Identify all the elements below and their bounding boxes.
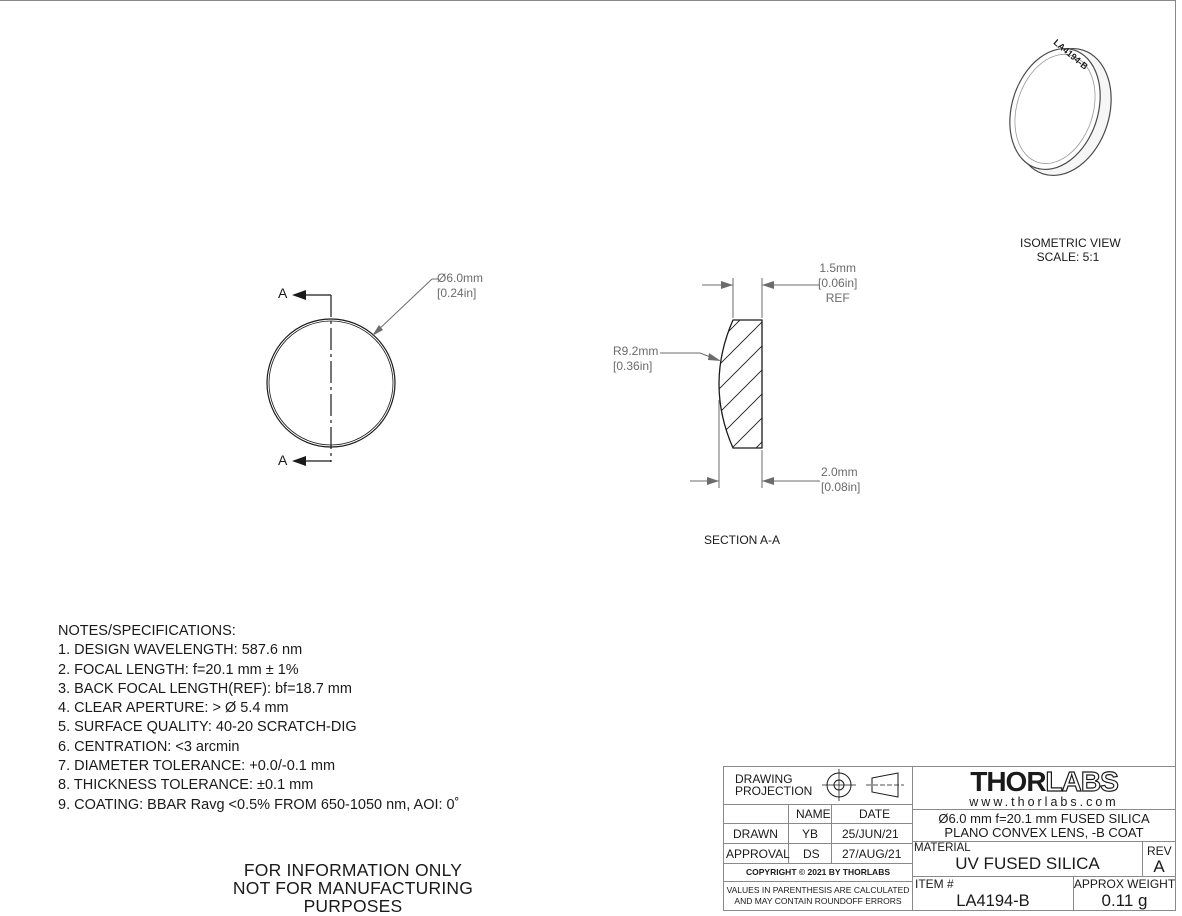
- thickness-ref-mm: 1.5mm: [819, 261, 857, 275]
- values-note-line-1: VALUES IN PARENTHESIS ARE CALCULATED: [726, 885, 910, 895]
- note-item: 6. CENTRATION: <3 arcmin: [58, 738, 240, 755]
- third-angle-projection-icon: [820, 768, 910, 804]
- drawing-projection-line-2: PROJECTION: [735, 784, 813, 798]
- notes-specifications: [58, 622, 459, 815]
- disclaimer: [188, 861, 518, 915]
- diameter-mm: Ø6.0mm: [437, 271, 484, 285]
- radius-dimension: [613, 344, 658, 374]
- note-item: 5. SURFACE QUALITY: 40-20 SCRATCH-DIG: [58, 719, 357, 736]
- note-item: 1. DESIGN WAVELENGTH: 587.6 nm: [58, 642, 303, 659]
- values-note-line-2: AND MAY CONTAIN ROUNDOFF ERRORS: [734, 896, 902, 906]
- weight-label: APPROX WEIGHT: [1073, 877, 1176, 891]
- note-item: 3. BACK FOCAL LENGTH(REF): bf=18.7 mm: [58, 680, 352, 697]
- rev-value: A: [1153, 857, 1165, 876]
- rev-label: REV: [1147, 844, 1172, 858]
- radius-mm: R9.2mm: [613, 344, 659, 358]
- disclaimer-line-1: FOR INFORMATION ONLY: [243, 860, 463, 880]
- radius-in: [0.36in]: [613, 359, 653, 373]
- logo-labs: LABS: [1045, 766, 1118, 797]
- item-label: ITEM #: [915, 877, 954, 891]
- approval-date: 27/AUG/21: [842, 847, 902, 861]
- disclaimer-line-2: NOT FOR MANUFACTURING PURPOSES: [232, 878, 474, 916]
- isometric-engraving: LA4194-B: [1051, 37, 1090, 72]
- col-name-header: NAME: [796, 807, 831, 821]
- thickness-ref-dimension: [818, 261, 857, 306]
- isometric-lens: [1000, 35, 1120, 185]
- isometric-caption-title: ISOMETRIC VIEW: [1020, 236, 1121, 250]
- copyright: COPYRIGHT © 2021 BY THORLABS: [745, 867, 891, 877]
- approval-name: DS: [803, 847, 820, 861]
- diameter-dimension: [437, 271, 483, 301]
- thickness-ref-note: REF: [825, 291, 850, 305]
- front-view: [260, 270, 500, 480]
- title-block: [723, 766, 1176, 911]
- drawn-name: YB: [802, 827, 819, 841]
- note-item: 9. COATING: BBAR Ravg <0.5% FROM 650-1050 nm, AOI: 0˚: [58, 796, 460, 813]
- description-line-1: Ø6.0 mm f=20.1 mm FUSED SILICA: [938, 811, 1150, 826]
- weight-value: 0.11 g: [1101, 891, 1148, 910]
- section-label-top: A: [278, 285, 288, 301]
- section-caption: SECTION A-A: [704, 533, 781, 547]
- section-label-bottom: A: [278, 452, 288, 468]
- isometric-caption: [1020, 236, 1121, 264]
- note-item: 4. CLEAR APERTURE: > Ø 5.4 mm: [58, 700, 289, 717]
- approval-label: APPROVAL: [726, 847, 790, 861]
- description-line-2: PLANO CONVEX LENS, -B COAT: [944, 825, 1144, 840]
- thickness-in: [0.08in]: [821, 480, 861, 494]
- website: www.thorlabs.com: [969, 795, 1119, 809]
- drawing-projection-line-1: DRAWING: [735, 772, 793, 786]
- thickness-dimension: [821, 465, 860, 495]
- grid-blank-cell: [723, 804, 789, 824]
- material-value: UV FUSED SILICA: [955, 854, 1100, 873]
- note-item: 2. FOCAL LENGTH: f=20.1 mm ± 1%: [58, 661, 299, 678]
- diameter-in: [0.24in]: [437, 286, 477, 300]
- notes-heading: NOTES/SPECIFICATIONS:: [58, 623, 236, 639]
- drawn-label: DRAWN: [733, 827, 778, 841]
- logo-thor: THOR: [970, 766, 1046, 797]
- thorlabs-logo: [912, 767, 1176, 797]
- col-date-header: DATE: [859, 807, 891, 821]
- isometric-scale: SCALE: 5:1: [1036, 250, 1100, 264]
- item-value: LA4194-B: [956, 892, 1030, 910]
- thickness-mm: 2.0mm: [821, 465, 858, 479]
- thickness-ref-in: [0.06in]: [818, 276, 858, 290]
- material-label: MATERIAL: [914, 842, 971, 854]
- drawn-date: 25/JUN/21: [842, 827, 899, 841]
- note-item: 8. THICKNESS TOLERANCE: ±0.1 mm: [58, 777, 314, 794]
- note-item: 7. DIAMETER TOLERANCE: +0.0/-0.1 mm: [58, 758, 336, 775]
